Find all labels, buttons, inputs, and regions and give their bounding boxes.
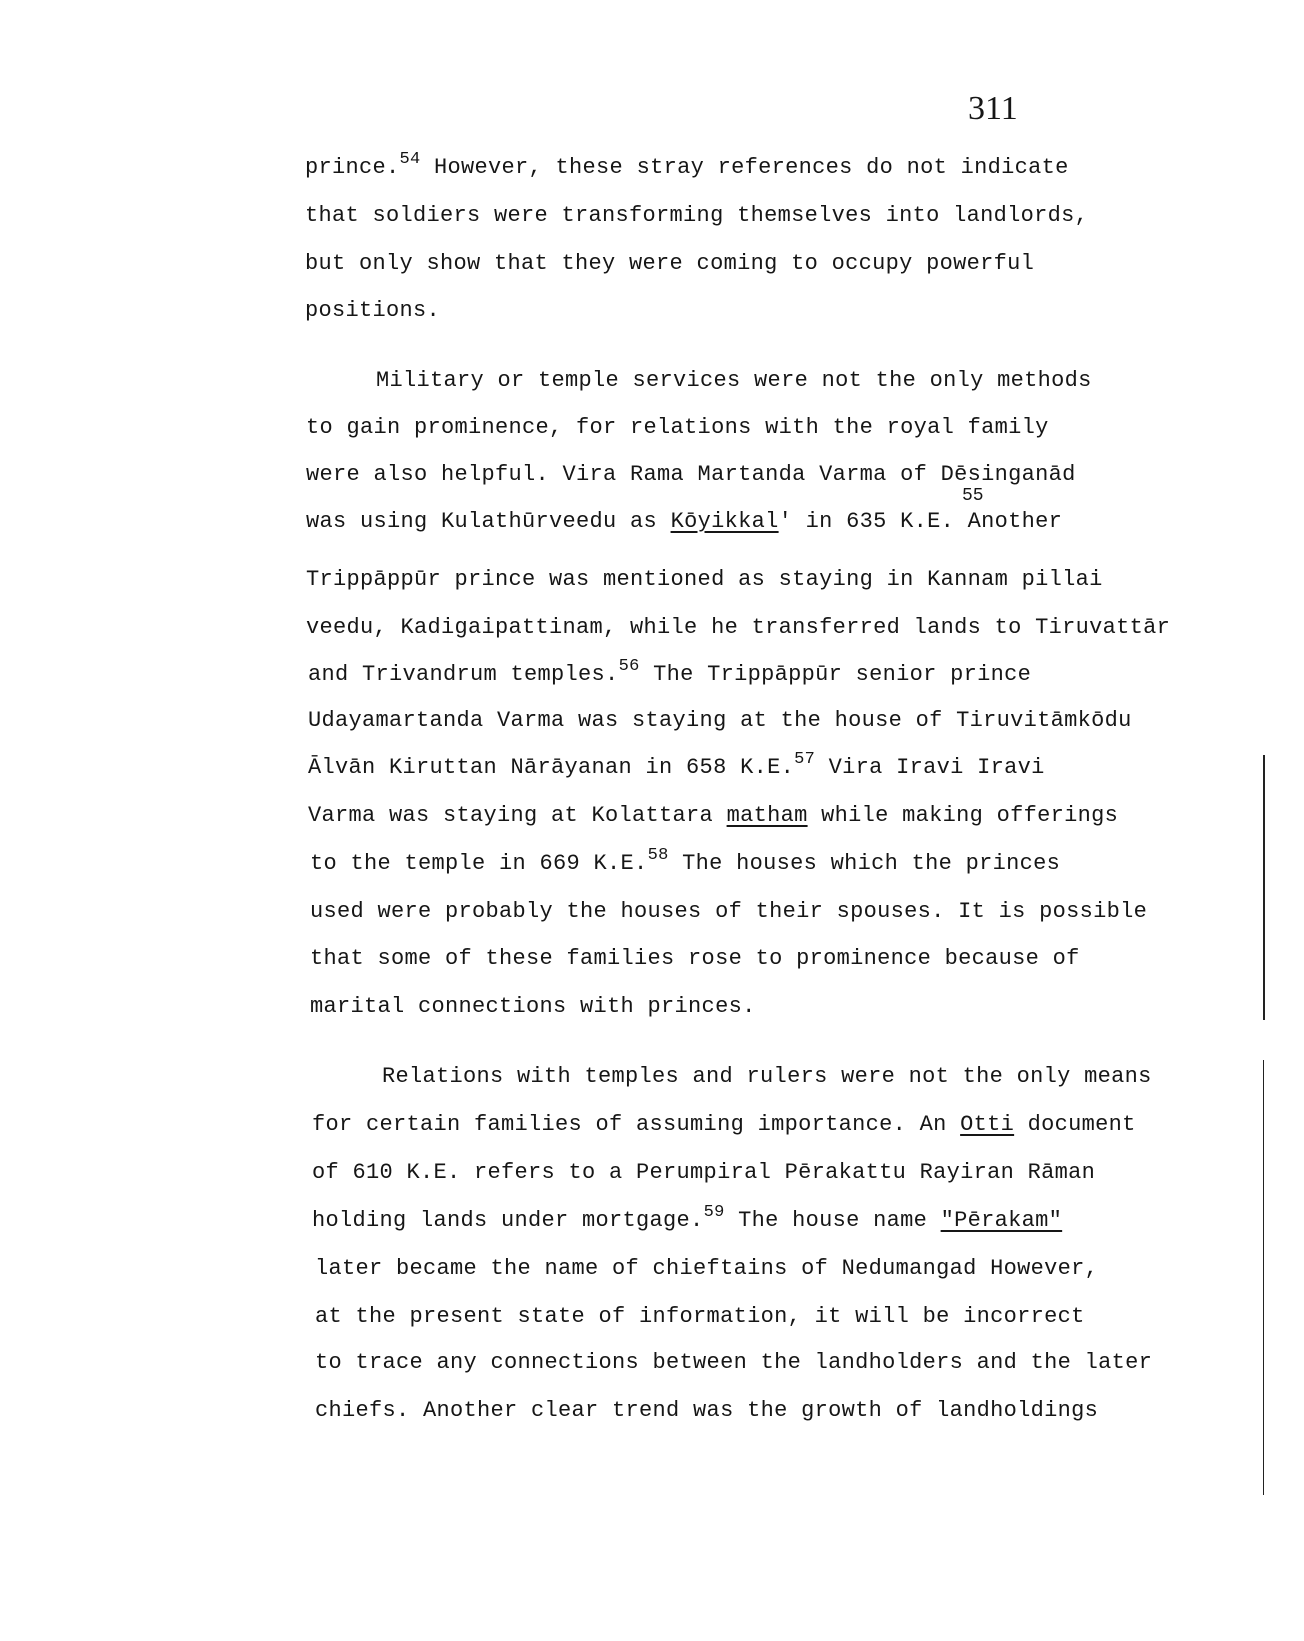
underlined-term: matham (726, 803, 808, 828)
footnote-ref: 59 (703, 1203, 725, 1222)
text-line: marital connections with princes. (310, 994, 756, 1019)
footnote-ref: 56 (618, 657, 640, 676)
text-line: positions. (305, 298, 441, 323)
scan-margin-line (1263, 1060, 1264, 1495)
text-line: Trippāppūr prince was mentioned as staying in Kannam pillai (306, 567, 1103, 592)
text-line: Udayamartanda Varma was staying at the house of Tiruvitāmkōdu (308, 708, 1132, 733)
text-line: to the temple in 669 K.E.$^{58}$ The houses which the princes (310, 846, 1061, 876)
underlined-term: Kōyikkal (670, 509, 779, 534)
footnote-ref: 55 (962, 486, 984, 506)
text-line: veedu, Kadigaipattinam, while he transferred lands to Tiruvattār (306, 615, 1171, 640)
scan-margin-line (1263, 755, 1265, 1020)
underlined-term: Otti (960, 1112, 1015, 1137)
text-line: prince.$^{54}$ However, these stray references do not indicate (305, 150, 1069, 180)
text-line: later became the name of chieftains of Nedumangad However, (315, 1256, 1099, 1281)
text-line: was using Kulathūrveedu as Kōyikkal' in 635 K.E. Another (306, 509, 1063, 534)
text-line: but only show that they were coming to occupy powerful (305, 251, 1035, 276)
text-line: to gain prominence, for relations with the royal family (306, 415, 1049, 440)
text-line: and Trivandrum temples.$^{56}$ The Trippāppūr senior prince (308, 657, 1032, 687)
footnote-ref: 58 (647, 846, 669, 865)
text-line: of 610 K.E. refers to a Perumpiral Pērakattu Rayiran Rāman (312, 1160, 1096, 1185)
text-line: to trace any connections between the landholders and the later (315, 1350, 1153, 1375)
text-line: that some of these families rose to prominence because of (310, 946, 1080, 971)
text-line: Varma was staying at Kolattara matham while making offerings (308, 803, 1119, 828)
text-line: at the present state of information, it will be incorrect (315, 1304, 1085, 1329)
footnote-ref: 57 (794, 750, 816, 769)
text-line: for certain families of assuming importance. An Otti document (312, 1112, 1136, 1137)
underlined-term: "Pērakam" (940, 1208, 1063, 1233)
text-line: were also helpful. Vira Rama Martanda Varma of Dēsinganād (306, 462, 1076, 487)
footnote-ref: 54 (399, 150, 421, 169)
page-number: 311 (968, 90, 1018, 127)
text-line: used were probably the houses of their spouses. It is possible (310, 899, 1148, 924)
text-line: chiefs. Another clear trend was the growth of landholdings (315, 1398, 1099, 1423)
text-line: Ālvān Kiruttan Nārāyanan in 658 K.E.$^{57}$ Vira Iravi Iravi (308, 750, 1045, 780)
text-line: holding lands under mortgage.$^{59}$ The house name "Pērakam" (312, 1203, 1063, 1233)
text-line: Relations with temples and rulers were not the only means (382, 1064, 1152, 1089)
text-line: that soldiers were transforming themselves into landlords, (305, 203, 1089, 228)
text-line: Military or temple services were not the only methods (376, 368, 1092, 393)
